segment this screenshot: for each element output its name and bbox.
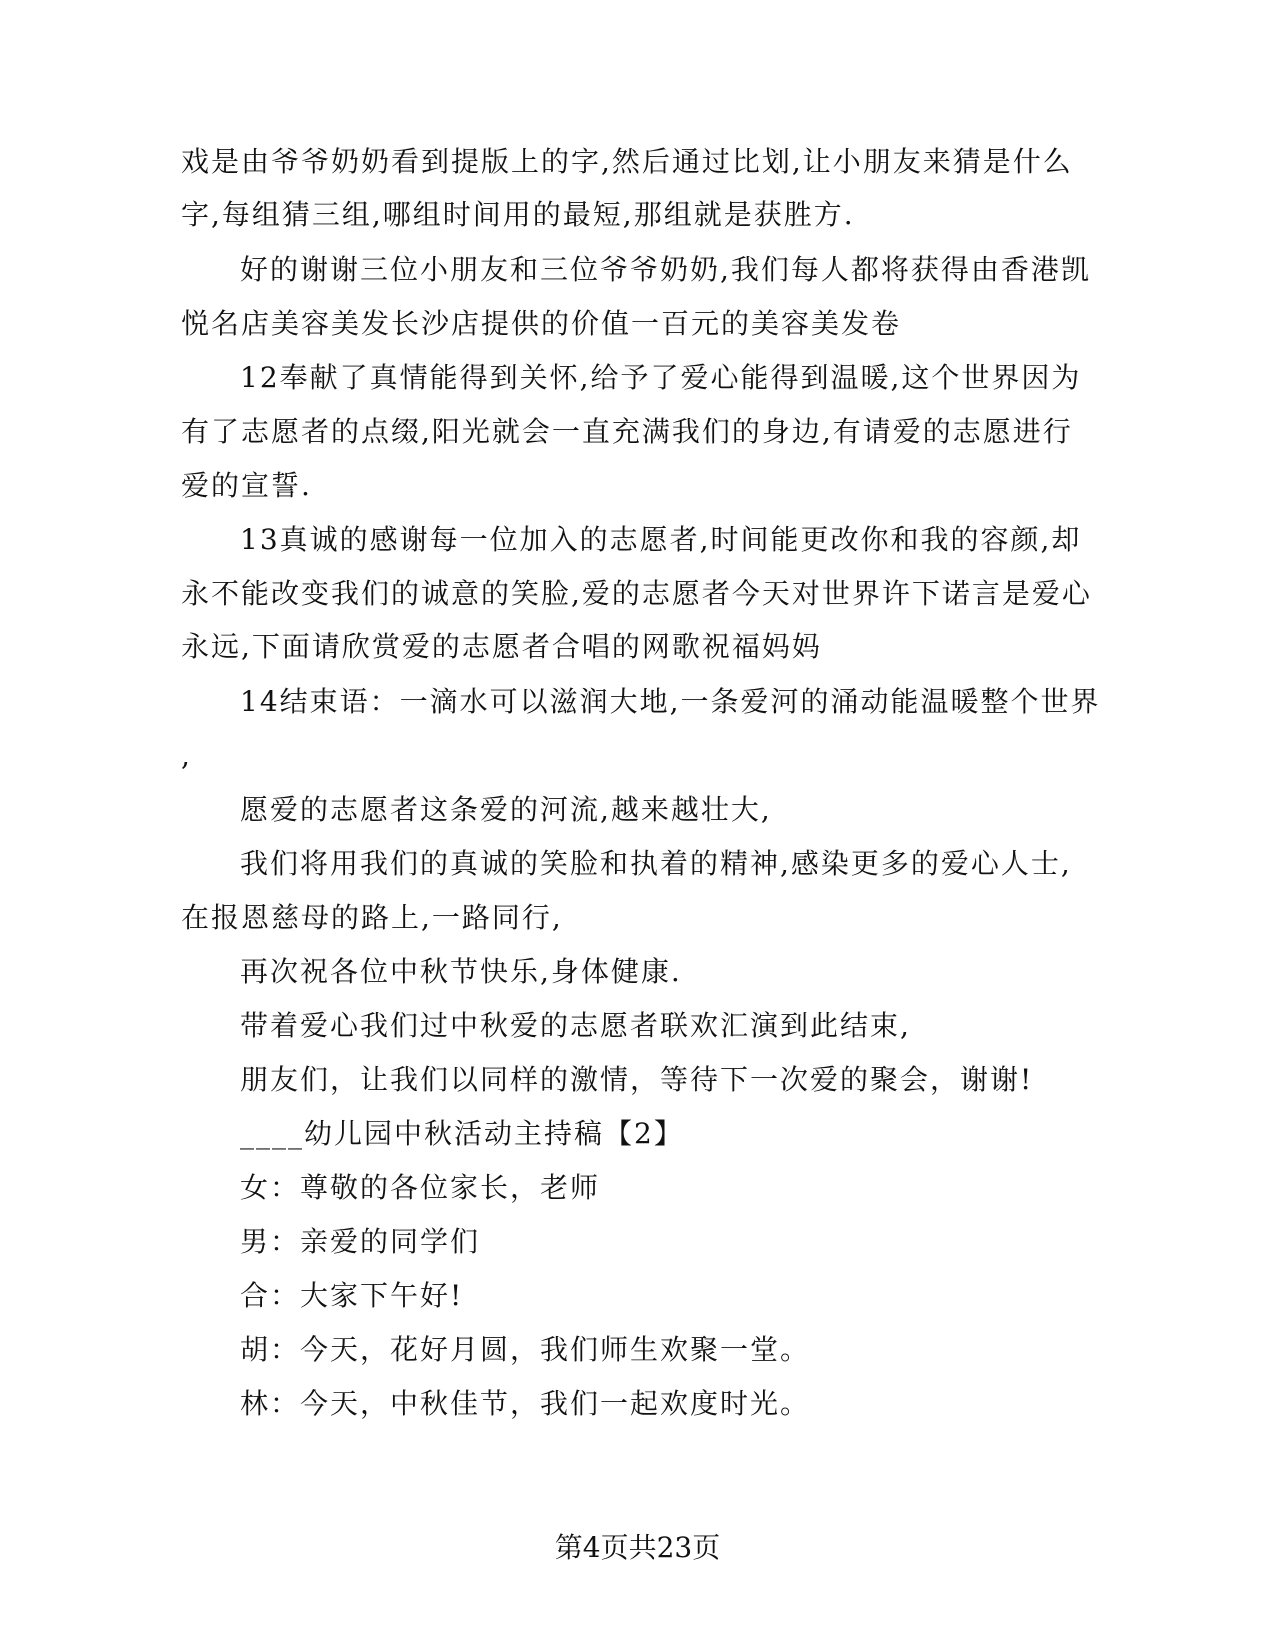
text-line: 永远,下面请欣赏爱的志愿者合唱的网歌祝福妈妈: [181, 630, 822, 663]
text-line: 带着爱心我们过中秋爱的志愿者联欢汇演到此结束,: [240, 1009, 911, 1042]
text-line: 字,每组猜三组,哪组时间用的最短,那组就是获胜方.: [181, 198, 855, 231]
section-heading: ____幼儿园中秋活动主持稿【2】: [240, 1117, 684, 1150]
text-line: 我们将用我们的真诚的笑脸和执着的精神,感染更多的爱心人士,: [240, 847, 1072, 880]
page-number-footer: 第4页共23页: [554, 1531, 721, 1564]
text-line: 永不能改变我们的诚意的笑脸,爱的志愿者今天对世界许下诺言是爱心: [181, 577, 1092, 610]
text-line: 在报恩慈母的路上,一路同行,: [181, 901, 563, 934]
text-line: 女：尊敬的各位家长，老师: [240, 1171, 601, 1204]
text-line: ,: [181, 739, 192, 772]
text-line: 爱的宣誓.: [181, 469, 312, 502]
text-line: 悦名店美容美发长沙店提供的价值一百元的美容美发卷: [181, 307, 902, 340]
text-line: 朋友们，让我们以同样的激情，等待下一次爱的聚会，谢谢!: [240, 1063, 1034, 1096]
text-line: 男：亲爱的同学们: [240, 1225, 481, 1258]
text-line: 愿爱的志愿者这条爱的河流,越来越壮大,: [240, 793, 772, 826]
text-line: 胡：今天，花好月圆，我们师生欢聚一堂。: [240, 1333, 811, 1366]
text-line: 12奉献了真情能得到关怀,给予了爱心能得到温暖,这个世界因为: [240, 361, 1082, 394]
text-line: 合：大家下午好!: [240, 1279, 464, 1312]
text-line: 再次祝各位中秋节快乐,身体健康.: [240, 955, 682, 988]
text-line: 14结束语：一滴水可以滋润大地,一条爱河的涌动能温暖整个世界: [240, 685, 1101, 718]
text-line: 戏是由爷爷奶奶看到提版上的字,然后通过比划,让小朋友来猜是什么: [181, 145, 1073, 178]
text-line: 有了志愿者的点缀,阳光就会一直充满我们的身边,有请爱的志愿进行: [181, 415, 1073, 448]
text-line: 13真诚的感谢每一位加入的志愿者,时间能更改你和我的容颜,却: [240, 523, 1082, 556]
text-line: 林：今天，中秋佳节，我们一起欢度时光。: [240, 1387, 811, 1420]
text-line: 好的谢谢三位小朋友和三位爷爷奶奶,我们每人都将获得由香港凯: [240, 253, 1091, 286]
